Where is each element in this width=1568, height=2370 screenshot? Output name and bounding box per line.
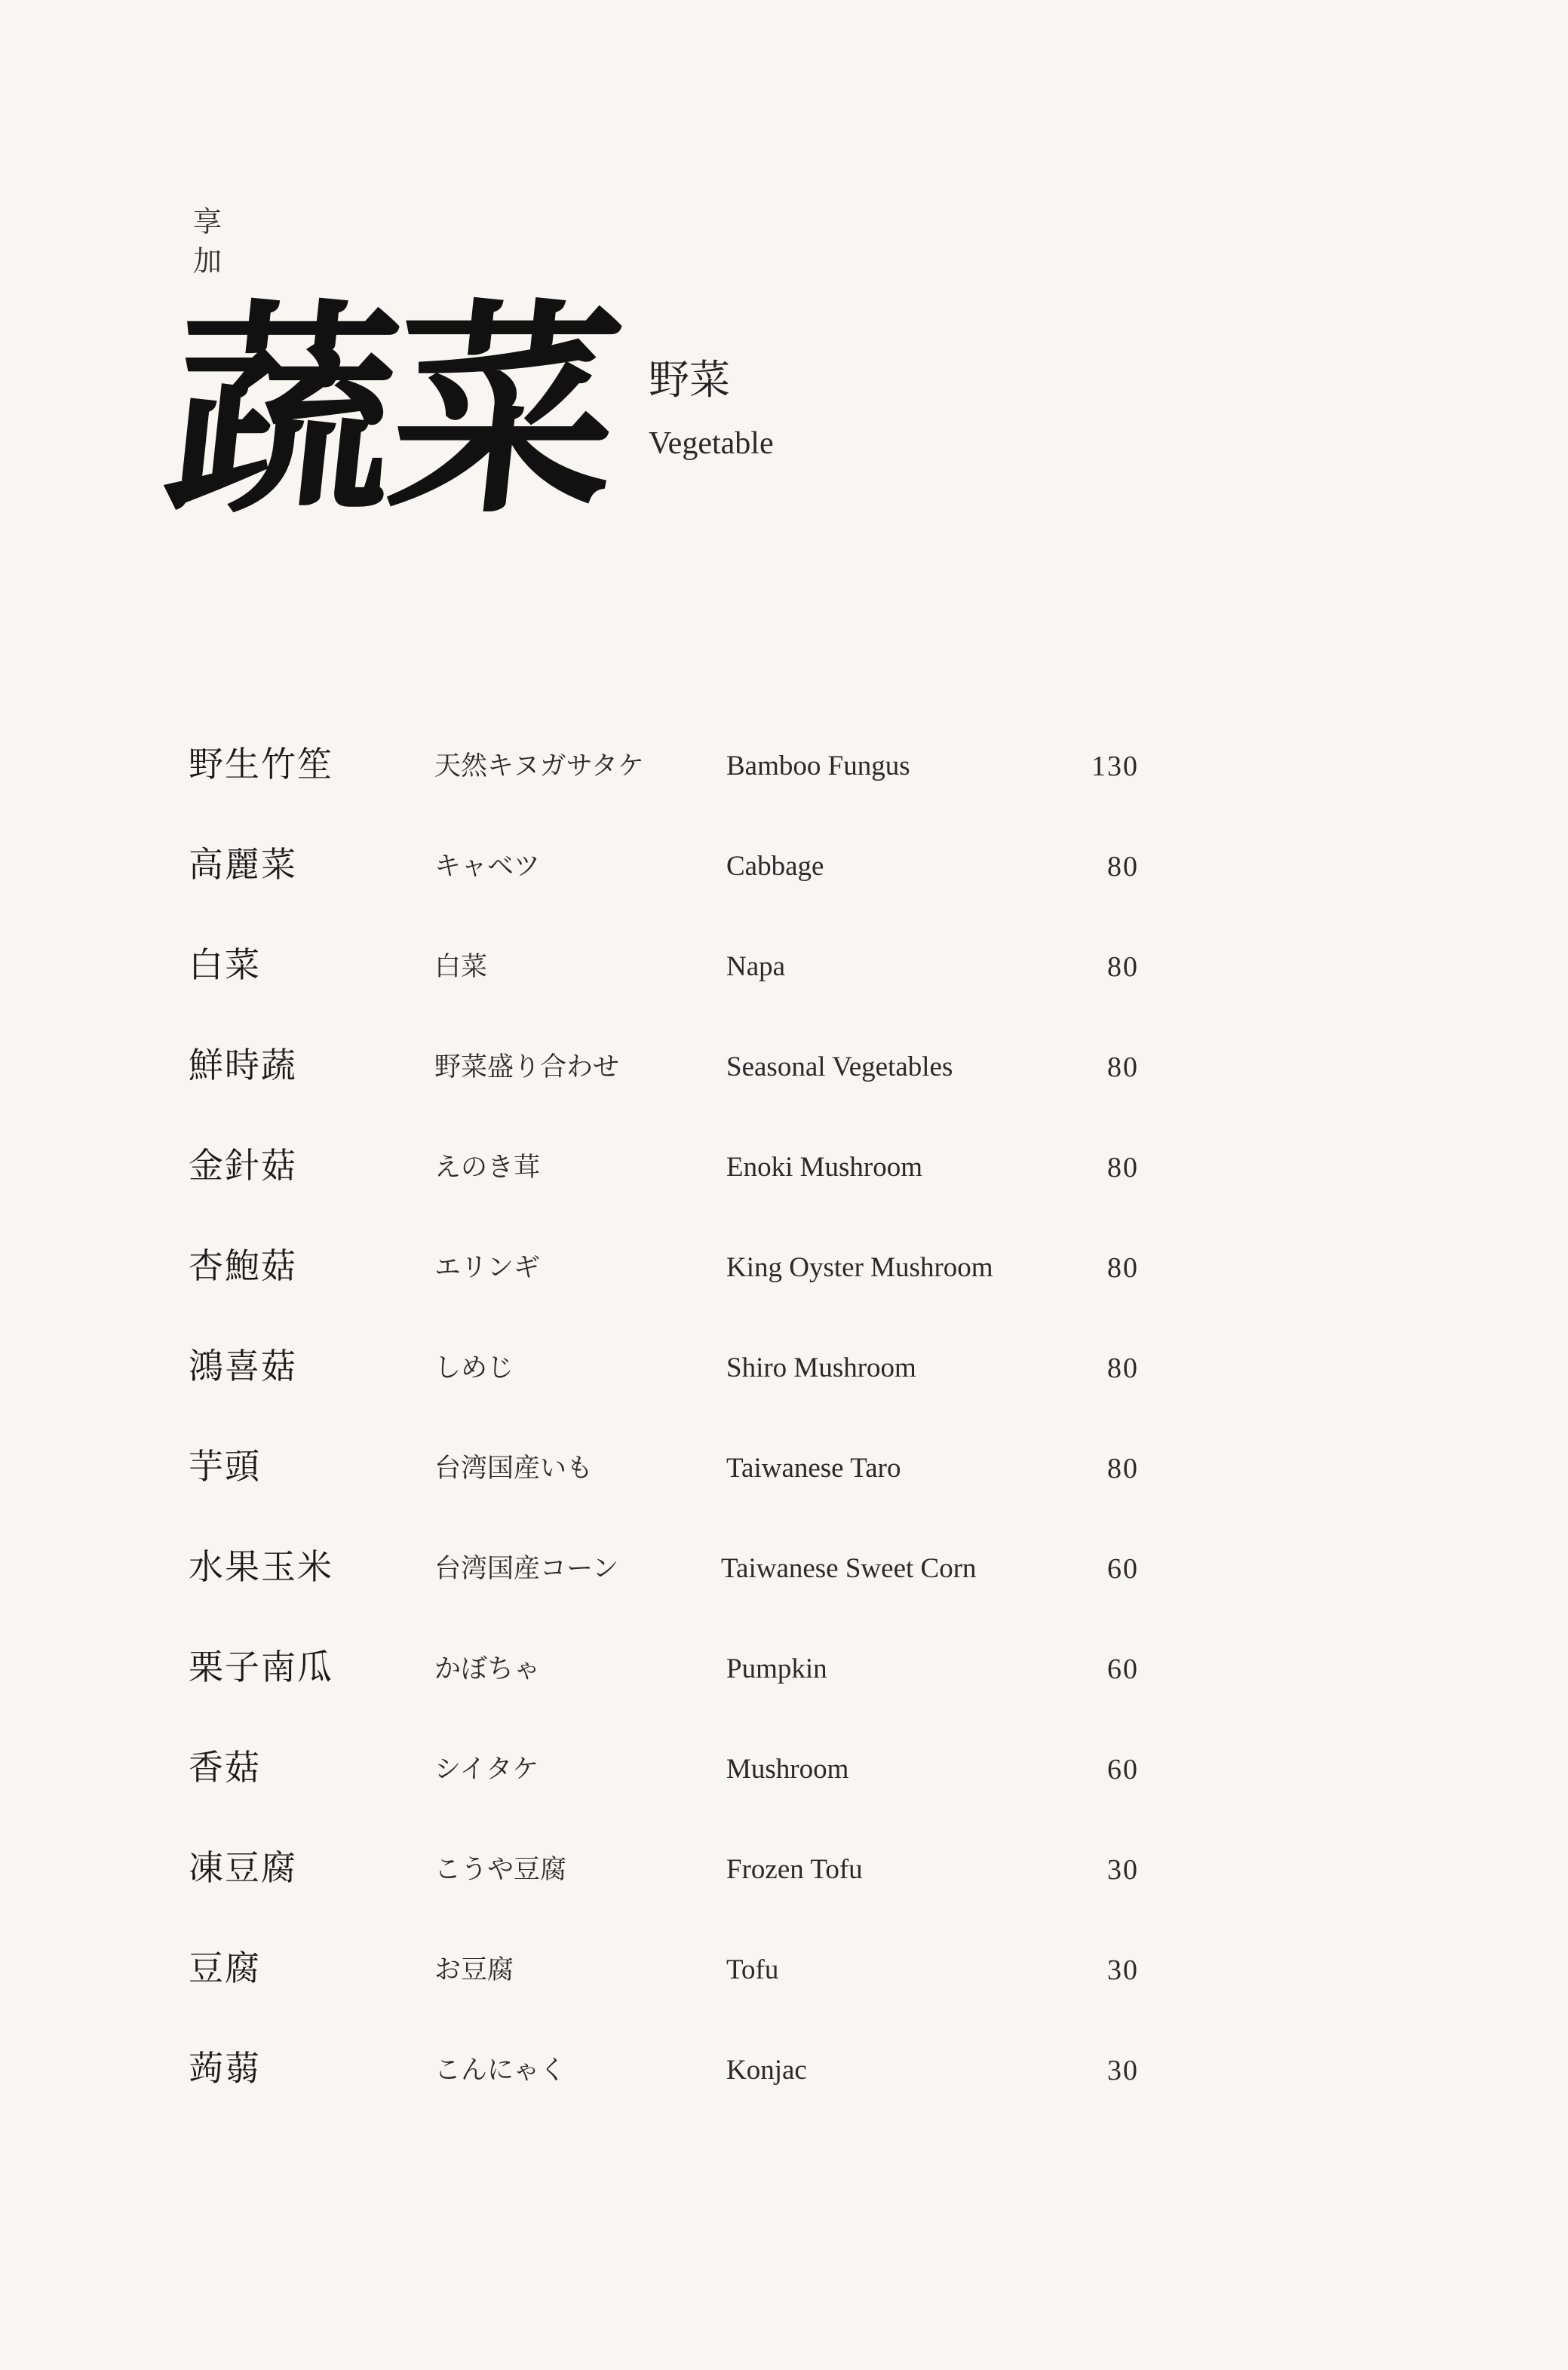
- item-name-jp: 白菜: [434, 952, 488, 982]
- menu-item: [0, 1340, 1568, 1440]
- menu-item: [0, 1641, 1568, 1741]
- item-name-jp: シイタケ: [434, 1754, 539, 1785]
- item-name-zh: 杏鮑菇: [189, 1245, 297, 1286]
- menu-item: [0, 1942, 1568, 2042]
- item-name-en: Pumpkin: [726, 1653, 827, 1684]
- item-name-jp: お豆腐: [434, 1955, 514, 1985]
- item-name-jp: キャベツ: [434, 852, 541, 882]
- item-name-jp: 台湾国産いも: [434, 1454, 594, 1484]
- item-name-en: Napa: [726, 951, 786, 982]
- item-name-jp: かぼちゃ: [434, 1654, 541, 1684]
- item-name-zh: 芋頭: [189, 1446, 261, 1487]
- item-name-zh: 鮮時蔬: [189, 1045, 297, 1085]
- item-name-jp: こうや豆腐: [434, 1855, 567, 1885]
- item-price: 80: [1107, 1051, 1139, 1083]
- item-name-en: Mushroom: [726, 1754, 849, 1785]
- item-price: 30: [1107, 1854, 1139, 1886]
- item-name-en: Shiro Mushroom: [726, 1352, 916, 1383]
- item-price: 60: [1107, 1653, 1139, 1685]
- side-label-char-1: 享: [193, 205, 222, 238]
- item-name-en: Enoki Mushroom: [726, 1152, 923, 1183]
- menu-item: [0, 738, 1568, 838]
- item-price: 60: [1107, 1754, 1139, 1785]
- item-name-en: Tofu: [726, 1954, 779, 1985]
- item-price: 80: [1107, 951, 1139, 983]
- item-price: 30: [1107, 1954, 1139, 1986]
- menu-item: [0, 1440, 1568, 1540]
- item-name-jp: 野菜盛り合わせ: [434, 1052, 620, 1082]
- item-price: 130: [1091, 751, 1139, 782]
- menu-list: [0, 738, 1568, 2142]
- item-name-zh: 香菇: [189, 1747, 261, 1788]
- item-name-zh: 白菜: [189, 944, 261, 985]
- menu-item: [0, 1841, 1568, 1942]
- item-price: 30: [1107, 2055, 1139, 2086]
- menu-item: [0, 838, 1568, 938]
- item-name-en: Bamboo Fungus: [726, 751, 910, 781]
- item-name-jp: エリンギ: [434, 1253, 541, 1283]
- item-price: 60: [1107, 1553, 1139, 1585]
- item-price: 80: [1107, 1352, 1139, 1384]
- section-title-jp: 野菜: [649, 356, 730, 404]
- item-name-zh: 金針菇: [189, 1145, 297, 1186]
- item-name-jp: しめじ: [434, 1353, 514, 1383]
- item-name-zh: 蒟蒻: [189, 2048, 261, 2089]
- item-name-en: Konjac: [726, 2055, 807, 2086]
- menu-item: [0, 1139, 1568, 1239]
- item-name-en: Taiwanese Sweet Corn: [721, 1553, 977, 1584]
- side-label-char-2: 加: [193, 244, 222, 278]
- calligraphy-title: 蔬菜: [156, 278, 628, 544]
- item-name-zh: 豆腐: [189, 1948, 261, 1988]
- item-name-zh: 鴻喜菇: [189, 1346, 297, 1386]
- item-name-en: Frozen Tofu: [726, 1854, 863, 1885]
- section-title-en: Vegetable: [649, 426, 774, 461]
- menu-item: [0, 1540, 1568, 1641]
- item-name-zh: 凍豆腐: [189, 1847, 297, 1888]
- item-name-zh: 栗子南瓜: [189, 1647, 333, 1687]
- side-label: [193, 202, 231, 281]
- item-price: 80: [1107, 1152, 1139, 1183]
- item-price: 80: [1107, 1453, 1139, 1484]
- item-name-en: Seasonal Vegetables: [726, 1051, 953, 1082]
- menu-item: [0, 1741, 1568, 1841]
- item-price: 80: [1107, 851, 1139, 883]
- item-name-jp: 台湾国産コーン: [434, 1554, 619, 1584]
- menu-item: [0, 938, 1568, 1039]
- menu-item: [0, 1039, 1568, 1139]
- item-name-jp: 天然キヌガサタケ: [434, 751, 644, 781]
- menu-item: [0, 1239, 1568, 1340]
- item-name-zh: 水果玉米: [189, 1546, 333, 1587]
- item-price: 80: [1107, 1252, 1139, 1284]
- item-name-zh: 野生竹笙: [189, 744, 333, 784]
- item-name-en: King Oyster Mushroom: [726, 1252, 993, 1283]
- item-name-en: Cabbage: [726, 851, 824, 882]
- item-name-jp: こんにゃく: [434, 2055, 566, 2086]
- menu-item: [0, 2042, 1568, 2142]
- item-name-en: Taiwanese Taro: [726, 1453, 901, 1484]
- item-name-zh: 高麗菜: [189, 844, 297, 885]
- item-name-jp: えのき茸: [434, 1153, 541, 1183]
